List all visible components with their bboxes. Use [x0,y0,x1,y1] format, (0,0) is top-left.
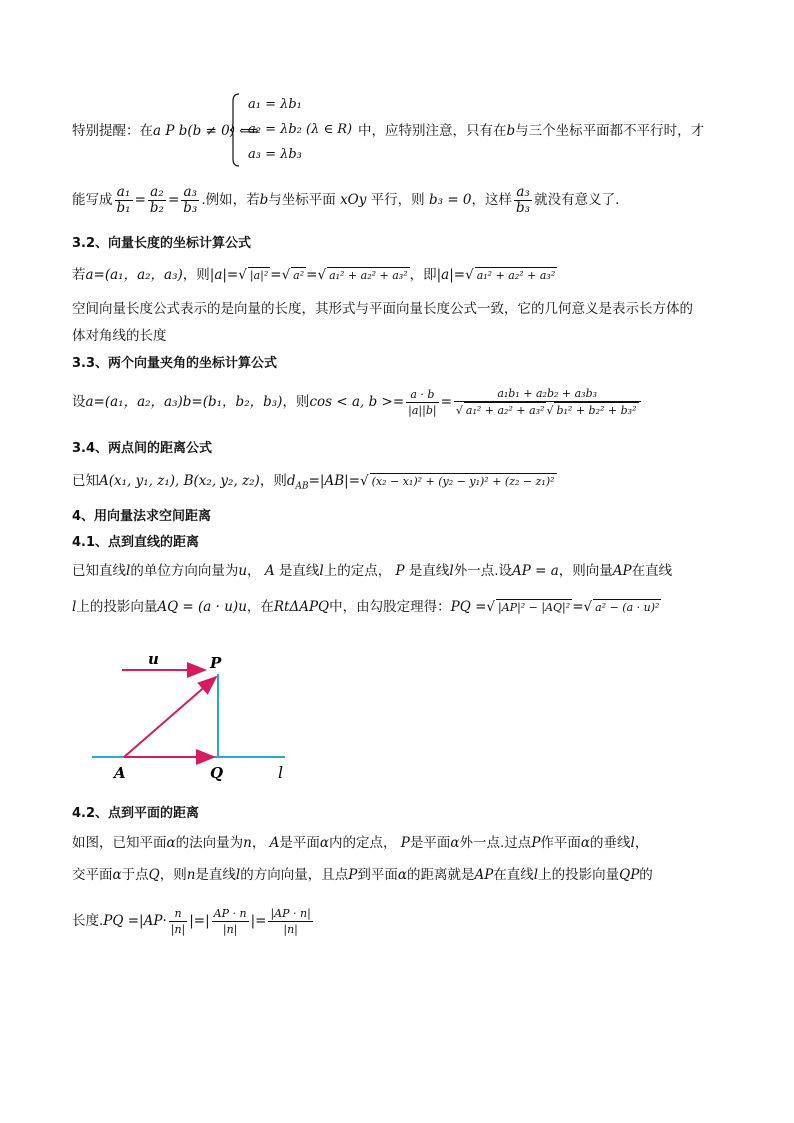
section-4-1-title: 4.1、点到直线的距离 [72,535,200,550]
cos-frac: $\frac{a \cdot b}{|a||b|}$ [408,387,437,417]
s32-para-1: 空间向量长度公式表示的是向量的长度，其形式与平面向量长度公式一致，它的几何意义是表示长方体的 [72,301,693,317]
frac-a1-b1: $\frac{\text{a₁}}{\text{b₁}}$ [116,183,131,216]
tip2-b: b [259,192,269,208]
tip-condition: a P b(b ≠ 0) ⟺ [153,123,259,139]
tip2-end: 就没有意义了. [534,192,620,208]
frac-a2-b2: $\frac{\text{a₂}}{\text{b₂}}$ [149,183,164,216]
tip2-b3: b₃ = 0 [428,192,472,208]
s41-line-2: l上的投影向量AQ = (a · u)u，在RtΔAPQ中，由勾股定理得：PQ =√ |AP|² − |AQ|² =√ a² − (a · u)² [72,599,660,615]
projection-figure [92,646,312,786]
tip-after2: 与三个坐标平面都不平行时，才 [515,123,705,139]
s32-formula: 若a=(a₁，a₂，a₃)，则|a|=√ |a|² =√ a² =√ a₁² + a₂² + a₃² ，即|a|=√ a₁² + a₂² + a₃² [72,267,556,283]
label-l: l [278,763,284,782]
s32-vec: a=(a₁，a₂，a₃) [85,267,183,283]
tip-label: 特别提醒：在 [72,123,153,139]
tip-after: 中，应特别注意，只有在 [358,123,507,139]
section-4-title: 4、用向量法求空间距离 [72,509,212,524]
tip2-pre: 能写成 [72,192,113,208]
s42-line-2: 交平面α于点Q，则n是直线l的方向向量，且点P到平面α的距离就是AP在直线l上的投影向量QP的 [72,867,653,883]
equation-1: a₁ = λb₁ [248,97,302,112]
section-3-3-title: 3.3、两个向量夹角的坐标计算公式 [72,356,278,371]
s33-formula: 设a=(a₁，a₂，a₃)b=(b₁，b₂，b₃)，则cos < a, b >= $\frac{a \cdot b}{|a||b|}$ = $\frac{\text{a₁b₁ + a₂b₂ + a₃b₃}}{\text{√ a₁² + a₂² + a₃² √ b₁² + b₂² + b₃²}}$ [72,384,643,420]
section-4-2-title: 4.2、点到平面的距离 [72,806,200,821]
tip-line-tail [358,122,704,140]
s42-line-3: 长度.PQ =|AP· $\frac{n}{|n|}$ |=| $\frac{AP \cdot n}{|n|}$ |= $\frac{|AP \cdot n|}{|n|}$ [72,906,311,936]
tip2-plane: xOy [340,192,367,208]
frac-n-over-norm: $\frac{n}{|n|}$ [170,906,186,936]
equation-3: a₃ = λb₃ [248,147,302,162]
s32-para-2: 体对角线的长度 [72,328,167,344]
cos-coord-frac: $\frac{\text{a₁b₁ + a₂b₂ + a₃b₃}}{\text{√ a₁² + a₂² + a₃² √ b₁² + b₂² + b₃²}}$ [454,386,641,418]
s41-line-1: 已知直线l的单位方向向量为u， A 是直线l上的定点， P 是直线l外一点.设AP = a，则向量AP在直线 [72,563,673,579]
tip2-mid: .例如，若 [201,192,260,208]
equation-2: a₂ = λb₂ (λ ∈ R) [248,122,353,137]
s34-formula: 已知A(x₁, y₁, z₁), B(x₂, y₂, z₂)，则$d_{AB}=|AB|=√$ (x₂ − x₁)² + (y₂ − y₁)² + (z₂ − z₁)² [72,473,555,492]
label-P: P [210,654,222,672]
tip-b: b [506,123,516,139]
section-3-2-title: 3.2、向量长度的坐标计算公式 [72,236,252,251]
tip2-mid3: 平行，则 [370,192,425,208]
section-3-4-title: 3.4、两点间的距离公式 [72,441,213,456]
equation-brace [230,93,240,167]
vector-AP [124,677,216,757]
frac-a3-b3-2: $\frac{\text{a₃}}{\text{b₃}}$ [516,183,531,216]
s42-line-1: 如图，已知平面α的法向量为n， A是平面α内的定点， P是平面α外一点.过点P作平面α的垂线l， [72,835,649,851]
tip2-mid2: 与坐标平面 [268,192,336,208]
frac-a3-b3: $\frac{\text{a₃}}{\text{b₃}}$ [183,183,198,216]
frac-APn-over-norm: $\frac{AP \cdot n}{|n|}$ [213,906,247,936]
label-Q: Q [210,764,224,782]
frac-absAPn-over-norm: $\frac{|AP \cdot n|}{|n|}$ [270,906,311,936]
label-u: u [148,650,159,668]
tip2-mid4: ，这样 [471,192,513,208]
tip2-line: 能写成 $\frac{\text{a₁}}{\text{b₁}}$ = $\frac{\text{a₂}}{\text{b₂}}$ = $\frac{\text{a₃}}{\text{b₃}}$ .例如，若b与坐标平面 xOy 平行，则 b₃ = 0，这样 $\frac{\text{a₃}}{\text{b₃}}$ 就没有意义了. [72,183,620,216]
label-A: A [114,764,126,782]
